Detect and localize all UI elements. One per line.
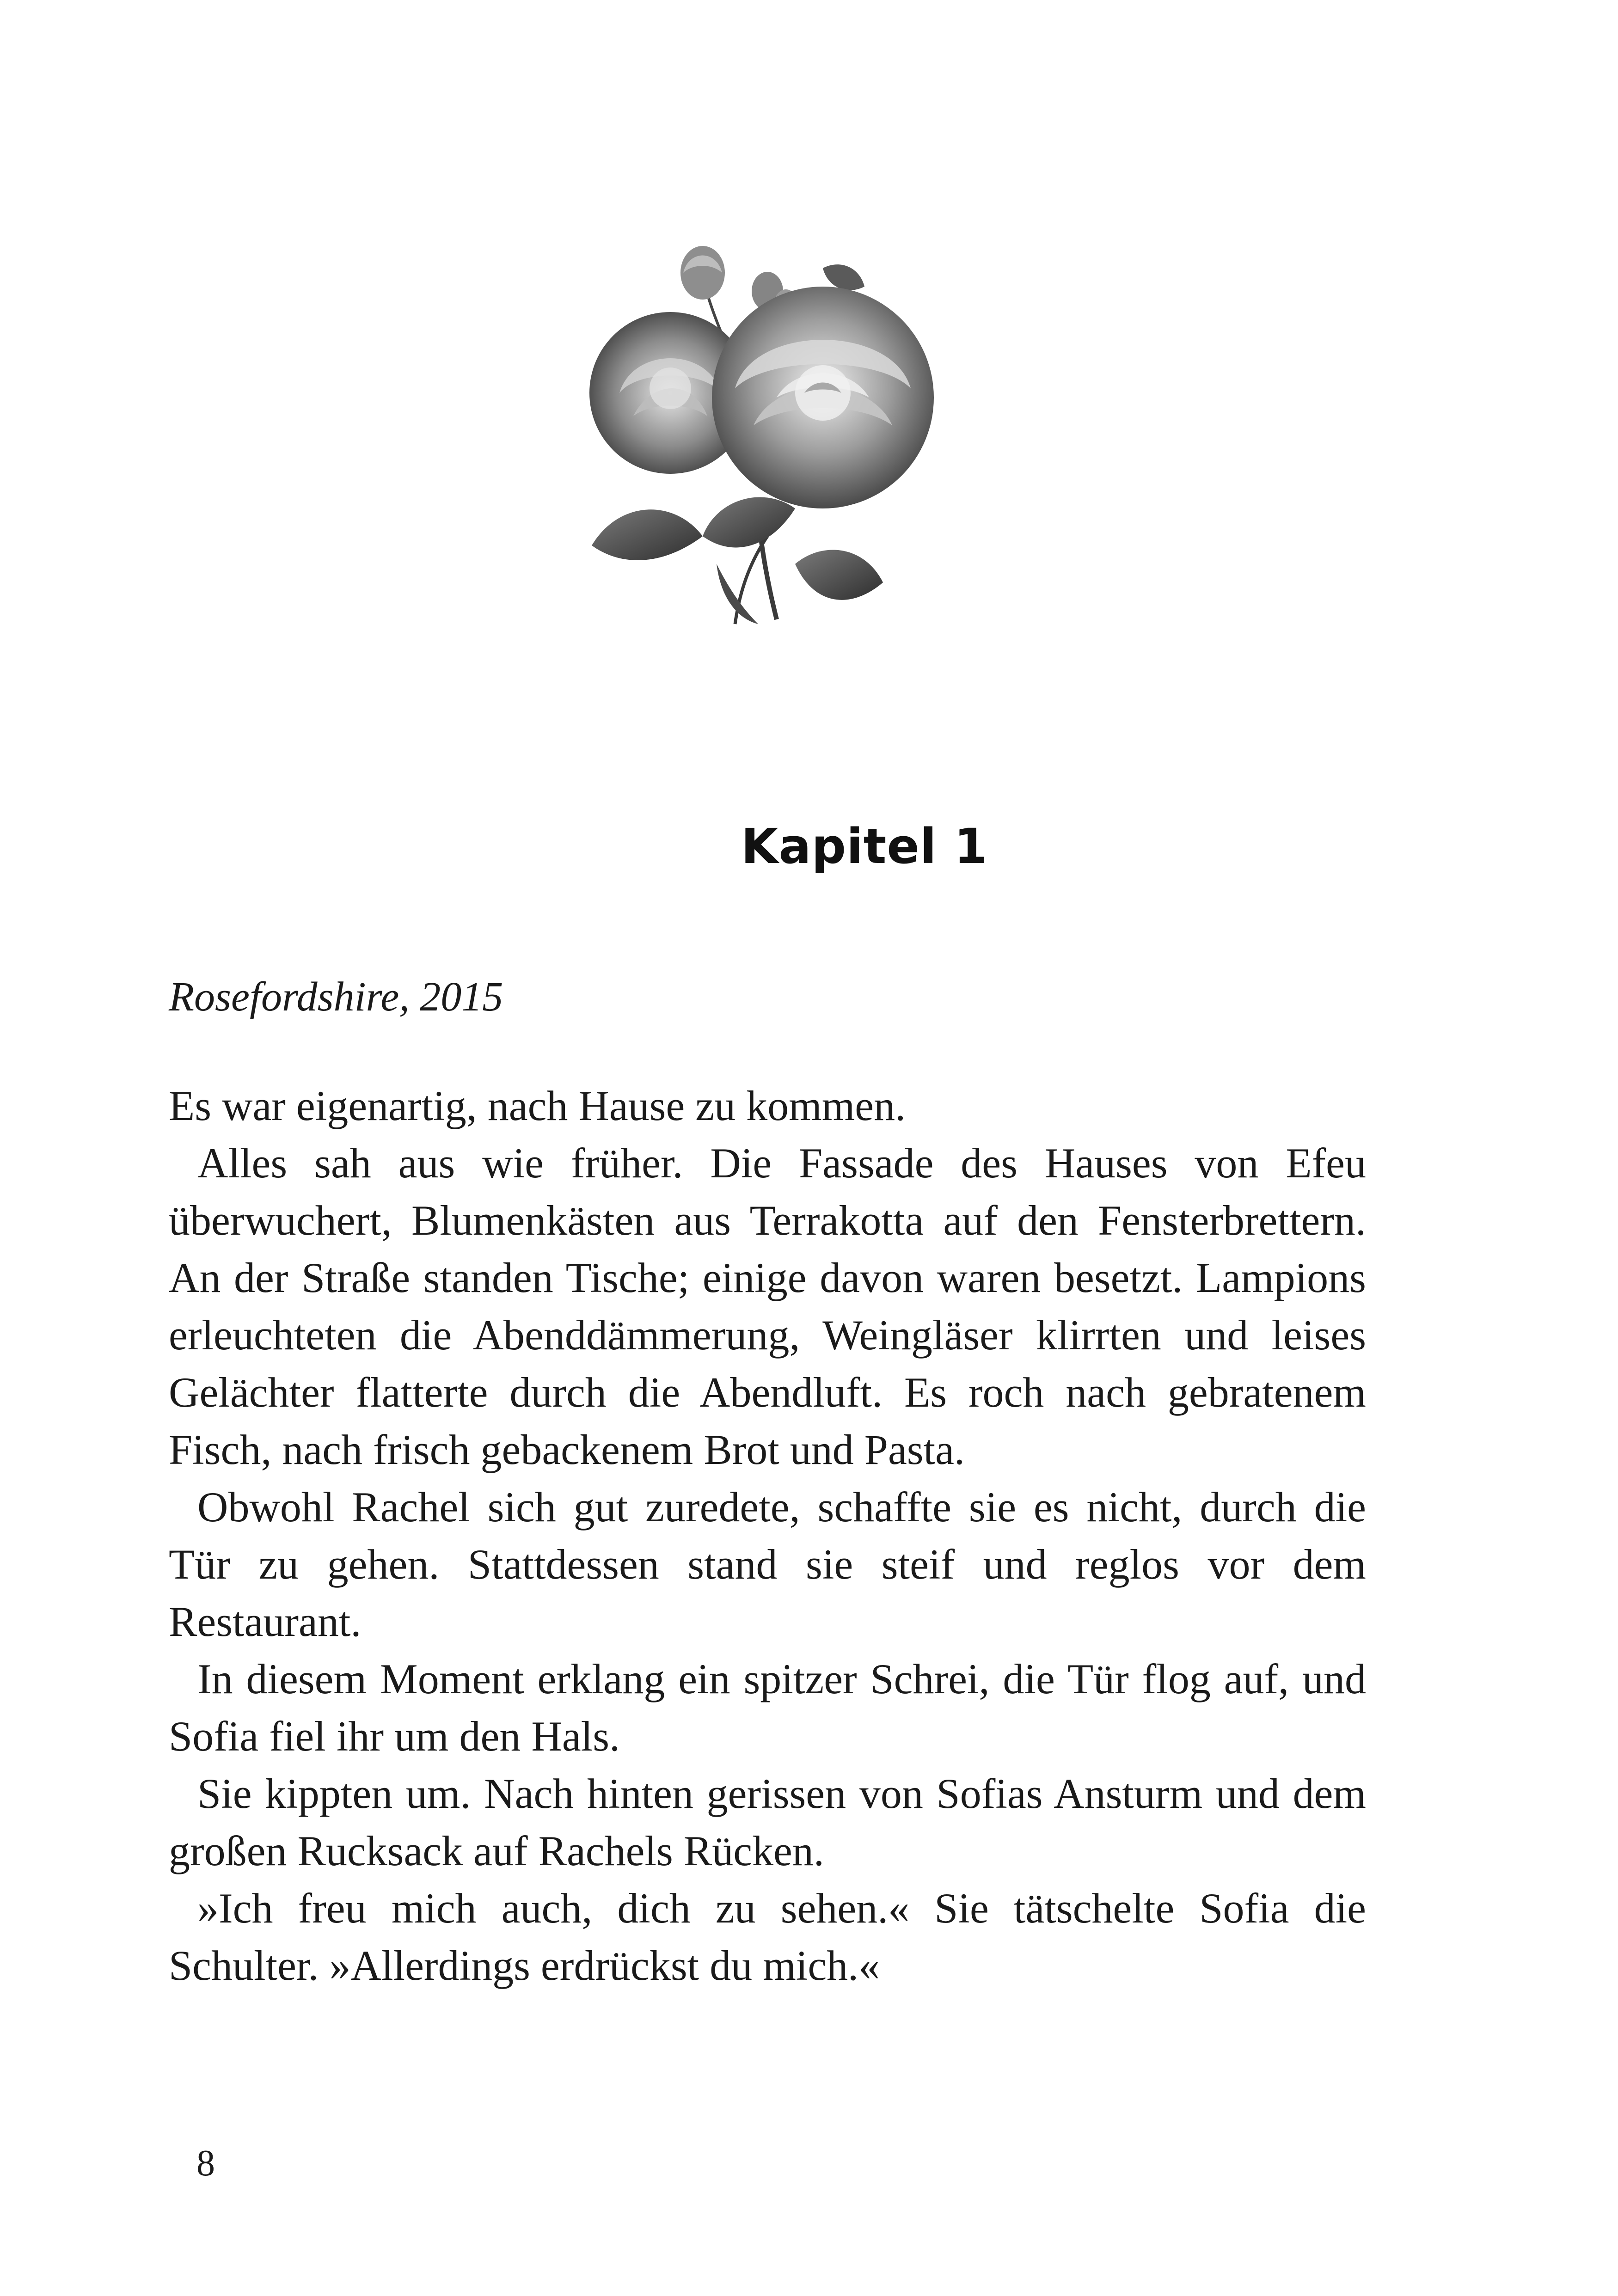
paragraph: Obwohl Rachel sich gut zuredete, schaffte sie es nicht, durch die Tür zu gehen. Stattdessen stand sie steif und reglos vor dem Restaurant. (169, 1483, 1366, 1645)
paragraph: In diesem Moment erklang ein spitzer Schrei, die Tür flog auf, und Sofia fiel ihr um den Hals. (169, 1655, 1366, 1760)
paragraph: Sie kippten um. Nach hinten gerissen von Sofias Ansturm und dem großen Rucksack auf Rachels Rücken. (169, 1770, 1366, 1874)
paragraph: Es war eigenartig, nach Hause zu kommen. (169, 1082, 906, 1129)
paragraph: »Ich freu mich auch, dich zu sehen.« Sie tätschelte Sofia die Schulter. »Allerdings erdrückst du mich.« (169, 1885, 1366, 1989)
rose-bouquet-icon (564, 240, 971, 643)
chapter-body (169, 1077, 1366, 1994)
paragraph: Alles sah aus wie früher. Die Fassade des Hauses von Efeu überwuchert, Blumenkästen aus Terrakotta auf den Fensterbrettern. An der Straße standen Tische; einige davon waren besetzt. Lampions erleuchteten die Abenddämmerung, Weingläser klirrten und leises Gelächter flatterte durch die Abendluft. Es roch nach gebratenem Fisch, nach frisch gebackenem Brot und Pasta. (169, 1139, 1366, 1473)
chapter-title: Kapitel 1 (741, 818, 988, 875)
place-date-line: Rosefordshire, 2015 (169, 974, 503, 1020)
page-number: 8 (196, 2143, 215, 2184)
